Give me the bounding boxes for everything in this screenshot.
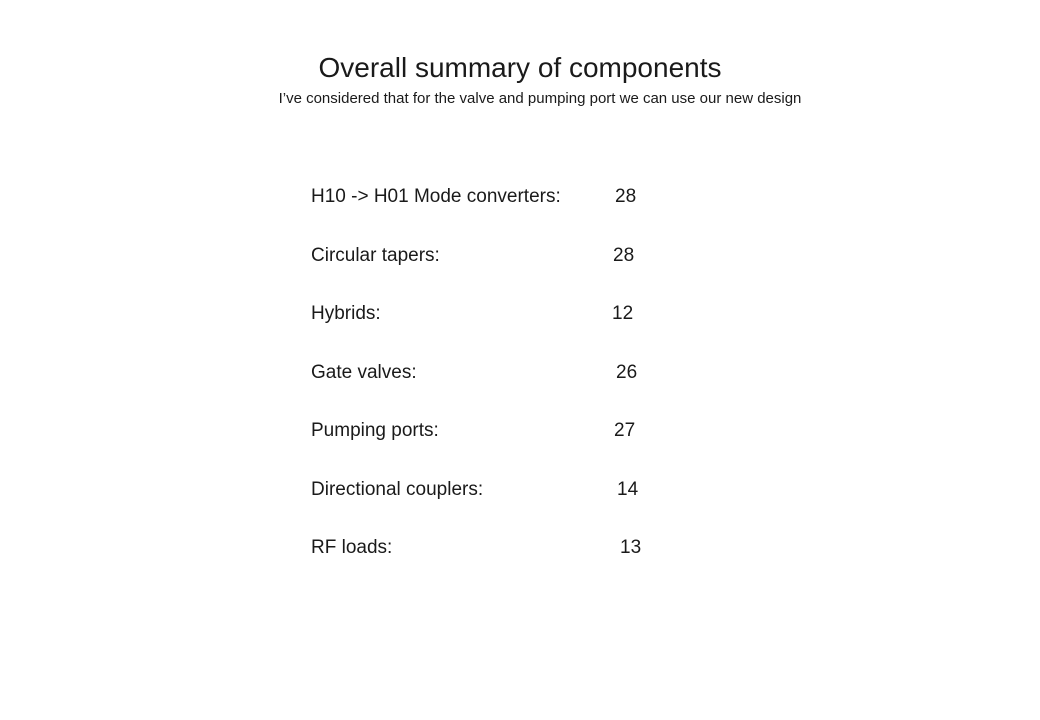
component-label: Pumping ports:	[311, 420, 439, 441]
component-count: 28	[615, 186, 637, 207]
slide-subtitle: I’ve considered that for the valve and pumping port we can use our new design	[278, 90, 802, 107]
component-count: 28	[613, 244, 635, 266]
component-label: Gate valves:	[311, 361, 417, 383]
component-label: H10 -> H01 Mode converters:	[311, 186, 561, 207]
component-count: 14	[617, 478, 639, 500]
component-label: Circular tapers:	[311, 244, 440, 266]
component-count: 12	[612, 303, 634, 324]
component-label: Directional couplers:	[311, 478, 484, 500]
component-label: RF loads:	[311, 537, 393, 558]
slide-title: Overall summary of components	[318, 52, 722, 83]
component-count: 27	[614, 420, 636, 441]
component-label: Hybrids:	[311, 303, 381, 324]
component-count: 13	[620, 537, 642, 558]
component-count: 26	[616, 361, 638, 383]
